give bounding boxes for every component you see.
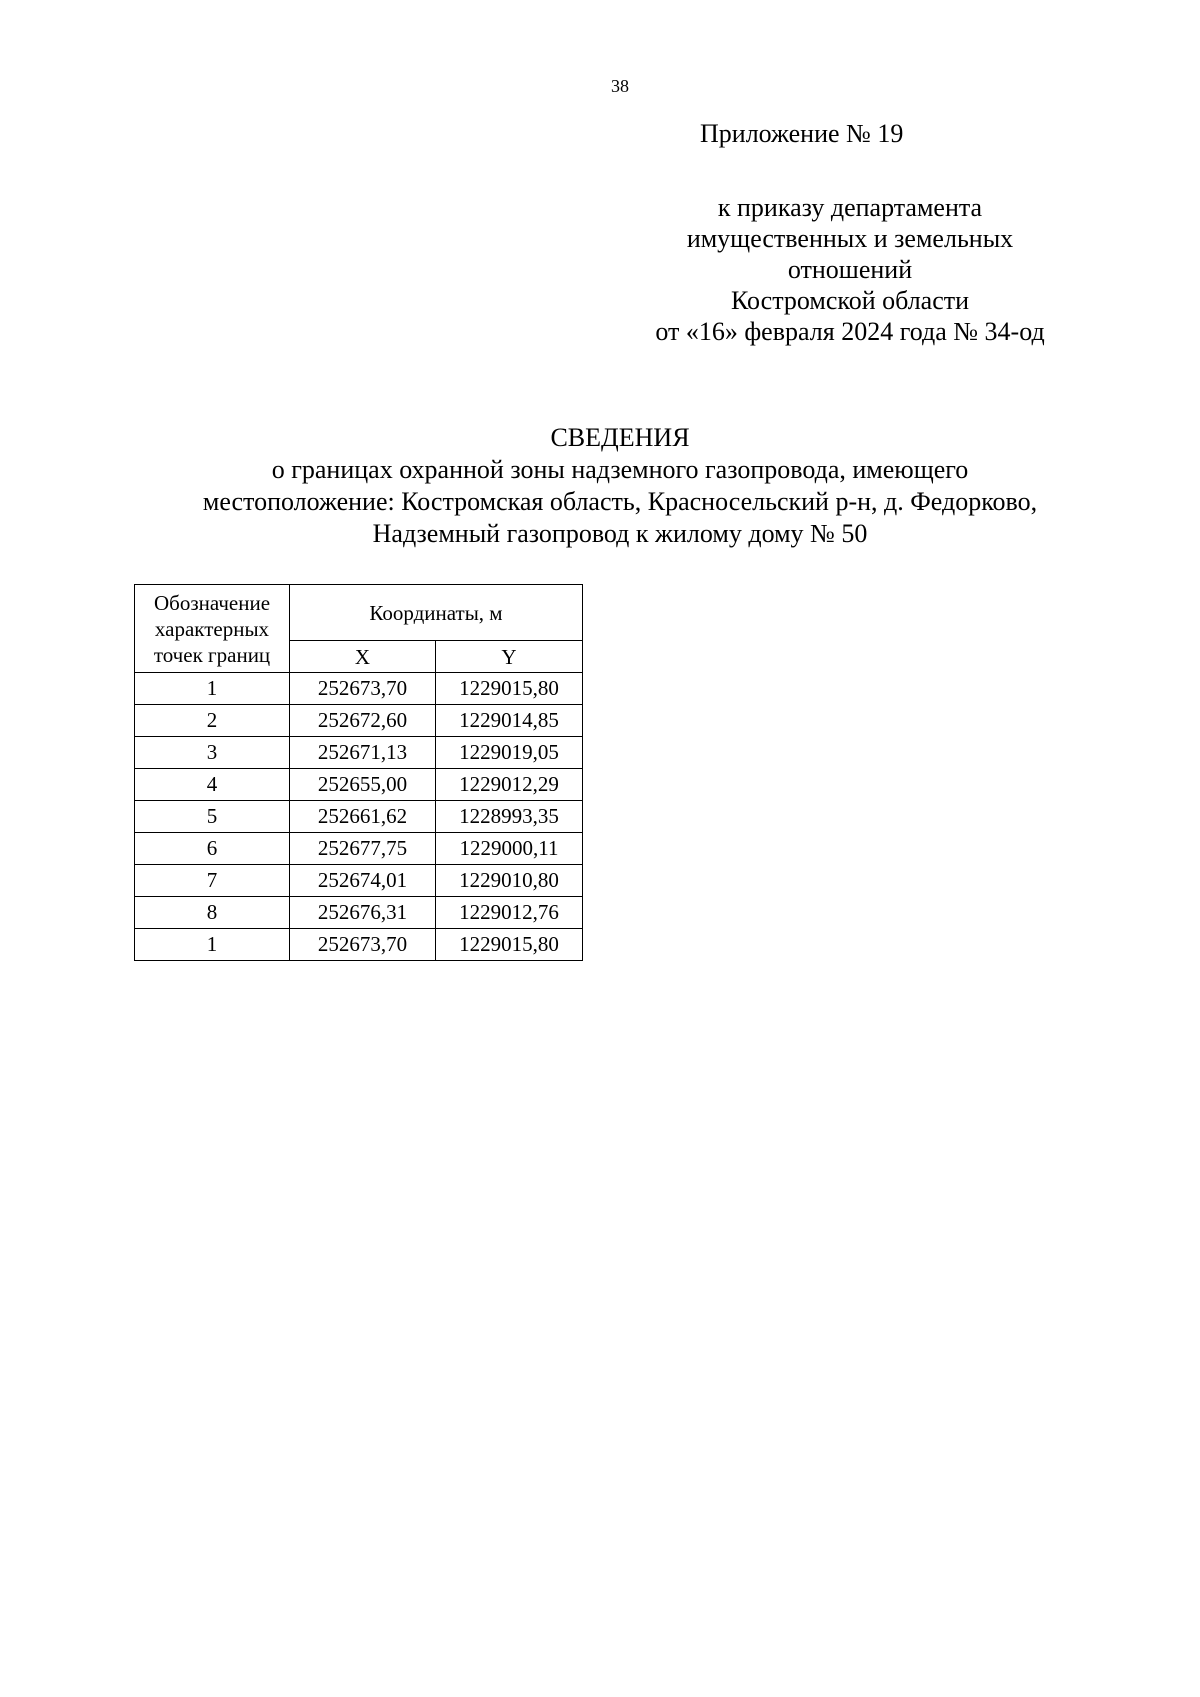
table-row [135,769,583,801]
document-heading [0,422,1200,550]
cell-point: 6 [135,833,290,865]
table-row [135,833,583,865]
order-line: отношений [787,255,913,284]
cell-y: 1229015,80 [436,673,583,705]
header-point [135,585,290,673]
cell-x: 252673,70 [290,673,436,705]
table-row [135,865,583,897]
order-line: имущественных и земельных [686,224,1014,253]
cell-point: 3 [135,737,290,769]
cell-y: 1229014,85 [436,705,583,737]
cell-x: 252671,13 [290,737,436,769]
header-coordinates: Координаты, м [290,585,583,641]
header-point-line: характерных [154,616,270,641]
header-point-line: Обозначение [153,590,271,615]
cell-x: 252676,31 [290,897,436,929]
cell-point: 8 [135,897,290,929]
cell-point: 4 [135,769,290,801]
heading-line: Надземный газопровод к жилому дому № 50 [372,519,868,548]
cell-y: 1229000,11 [436,833,583,865]
table-header-row [135,585,583,641]
cell-x: 252672,60 [290,705,436,737]
heading-title: СВЕДЕНИЯ [550,423,690,452]
table-row [135,673,583,705]
cell-x: 252677,75 [290,833,436,865]
page-number: 38 [611,76,629,96]
table-row [135,705,583,737]
cell-x: 252673,70 [290,929,436,961]
cell-x: 252655,00 [290,769,436,801]
appendix-title: Приложение № 19 [700,119,904,148]
cell-y: 1229019,05 [436,737,583,769]
header-point-line: точек границ [153,642,271,667]
table-row [135,801,583,833]
table-row [135,929,583,961]
cell-y: 1229010,80 [436,865,583,897]
cell-point: 7 [135,865,290,897]
order-line: к приказу департамента [717,193,983,222]
cell-y: 1229012,76 [436,897,583,929]
cell-point: 1 [135,673,290,705]
cell-y: 1228993,35 [436,801,583,833]
order-reference [600,192,1100,347]
table-row [135,897,583,929]
coordinates-table [134,584,583,961]
header-y: Y [436,641,583,673]
cell-point: 5 [135,801,290,833]
heading-line: о границах охранной зоны надземного газопровода, имеющего [271,455,969,484]
cell-x: 252661,62 [290,801,436,833]
heading-line: местоположение: Костромская область, Красносельский р-н, д. Федорково, [202,487,1038,516]
cell-x: 252674,01 [290,865,436,897]
header-x: X [290,641,436,673]
order-line: от «16» февраля 2024 года № 34-од [655,317,1045,346]
cell-y: 1229012,29 [436,769,583,801]
order-line: Костромской области [730,286,970,315]
cell-point: 1 [135,929,290,961]
cell-point: 2 [135,705,290,737]
table-row [135,737,583,769]
cell-y: 1229015,80 [436,929,583,961]
